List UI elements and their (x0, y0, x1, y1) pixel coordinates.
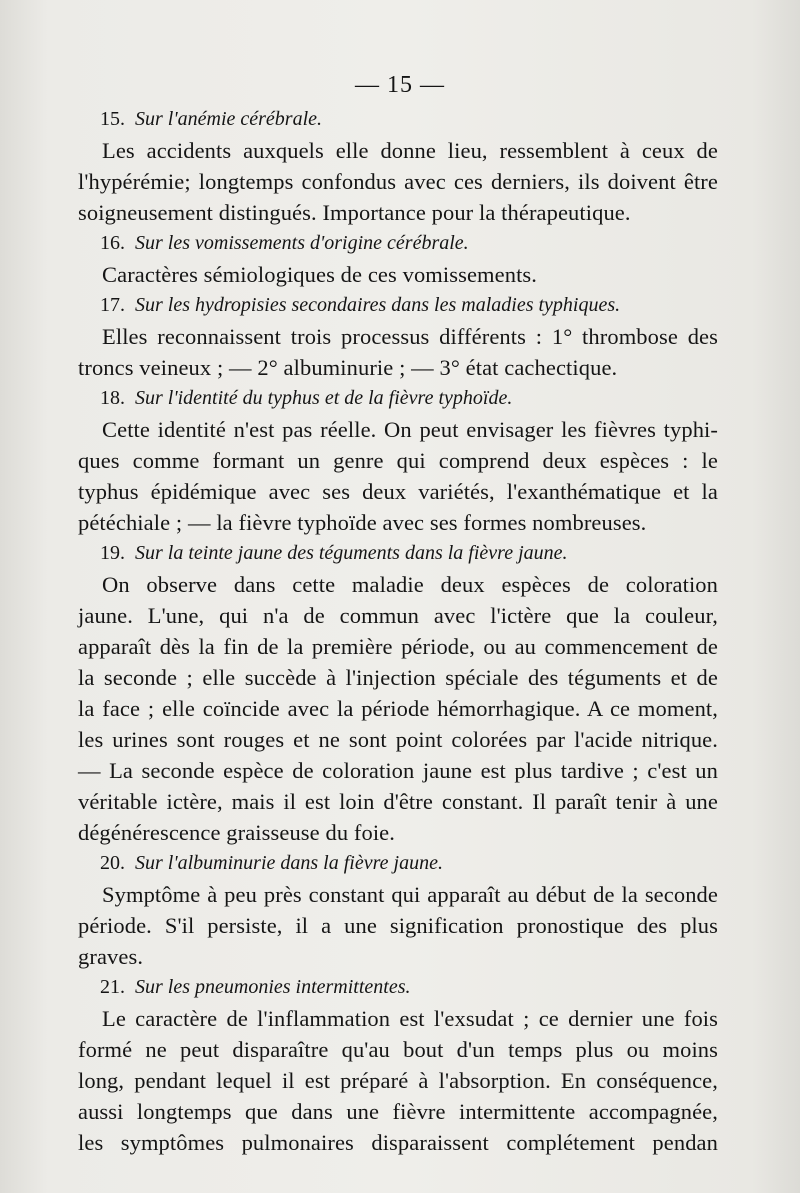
text-line: les urines sont rouges et ne sont point colorées par l'acide nitrique. (78, 727, 718, 752)
text-line: la face ; elle coïncide avec la période hémorrhagique. A ce moment, (78, 696, 718, 721)
section-heading (78, 538, 718, 569)
text-line: Symptôme à peu près constant qui apparaît au début de la seconde (102, 882, 718, 907)
text-line: On observe dans cette maladie deux espèces de coloration (102, 572, 718, 597)
text-line: Le caractère de l'inflammation est l'exsudat ; ce dernier une fois (102, 1006, 718, 1031)
text-line: jaune. L'une, qui n'a de commun avec l'ictère que la couleur, (78, 603, 718, 628)
text-line: Les accidents auxquels elle donne lieu, ressemblent à ceux de (102, 138, 718, 163)
section-title: Sur la teinte jaune des téguments dans la fièvre jaune. (135, 542, 568, 564)
text-line: formé ne peut disparaître qu'au bout d'un temps plus ou moins (78, 1037, 718, 1062)
page-number: — 15 — (355, 72, 445, 98)
text-line: aussi longtemps que dans une fièvre intermittente accompagnée, (78, 1099, 718, 1124)
page-text (78, 104, 718, 1158)
text-line: typhus épidémique avec ses deux variétés, l'exanthématique et la (78, 479, 718, 504)
text-line: apparaît dès la fin de la première période, ou au commencement de (78, 634, 718, 659)
section-heading (78, 848, 718, 879)
text-line: Cette identité n'est pas réelle. On peut envisager les fièvres typhi- (102, 417, 718, 442)
section-title: Sur l'albuminurie dans la fièvre jaune. (135, 852, 443, 874)
section-number: 16. (100, 232, 125, 254)
section-heading (78, 228, 718, 259)
section-heading (78, 972, 718, 1003)
section-heading (78, 290, 718, 321)
section-heading (78, 104, 718, 135)
section-title: Sur l'identité du typhus et de la fièvre typhoïde. (135, 387, 513, 409)
text-line: graves. (78, 944, 144, 969)
text-line: — La seconde espèce de coloration jaune est plus tardive ; c'est un (78, 758, 718, 783)
text-line: pétéchiale ; — la fièvre typhoïde avec ses formes nombreuses. (78, 510, 647, 535)
text-line: troncs veineux ; — 2° albuminurie ; — 3° état cachectique. (78, 355, 618, 380)
section-title: Sur les vomissements d'origine cérébrale. (135, 232, 469, 254)
section-number: 20. (100, 852, 125, 874)
text-line: ques comme formant un genre qui comprend deux espèces : le (78, 448, 718, 473)
text-line: soigneusement distingués. Importance pour la thérapeutique. (78, 200, 631, 225)
section-heading (78, 383, 718, 414)
text-line: l'hypérémie; longtemps confondus avec ces derniers, ils doivent être (78, 169, 718, 194)
section-number: 19. (100, 542, 125, 564)
text-line: période. S'il persiste, il a une signification pronostique des plus (78, 913, 718, 938)
section-title: Sur les pneumonies intermittentes. (135, 976, 411, 998)
text-line: véritable ictère, mais il est loin d'être constant. Il paraît tenir à une (78, 789, 718, 814)
section-number: 21. (100, 976, 125, 998)
text-line: dégénérescence graisseuse du foie. (78, 820, 395, 845)
section-title: Sur les hydropisies secondaires dans les maladies typhiques. (135, 294, 621, 316)
text-line: Caractères sémiologiques de ces vomissements. (102, 262, 538, 287)
text-line: la seconde ; elle succède à l'injection spéciale des téguments et de (78, 665, 718, 690)
section-number: 17. (100, 294, 125, 316)
section-number: 18. (100, 387, 125, 409)
text-line: Elles reconnaissent trois processus différents : 1° thrombose des (102, 324, 718, 349)
section-title: Sur l'anémie cérébrale. (135, 108, 323, 130)
text-line: long, pendant lequel il est préparé à l'absorption. En conséquence, (78, 1068, 718, 1093)
text-line: les symptômes pulmonaires disparaissent complétement pendan (78, 1130, 718, 1155)
section-number: 15. (100, 108, 125, 130)
